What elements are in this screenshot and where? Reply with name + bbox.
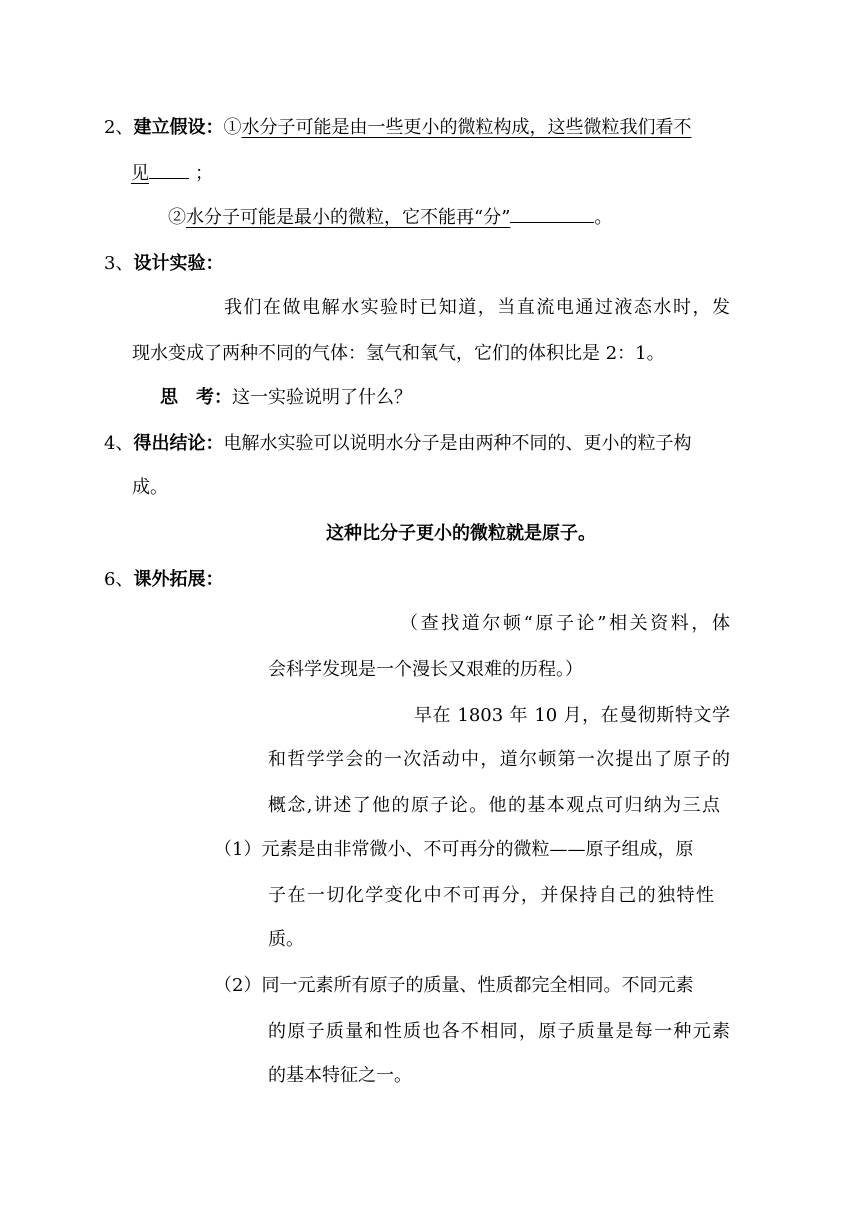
section-4-number: 4、	[104, 433, 134, 454]
point-1-number: （1）	[214, 839, 262, 860]
think-label: 思 考：	[160, 387, 232, 408]
conclusion-text: 电解水实验可以说明水分子是由两种不同的、更小的粒子构	[223, 433, 692, 454]
section-2-line-3	[168, 204, 612, 230]
point-2-text: 同一元素所有原子的质量、性质都完全相同。不同元素	[261, 975, 694, 996]
section-4-heading: 得出结论：	[133, 433, 224, 454]
point-1-line-3: 质。	[268, 929, 304, 950]
experiment-paragraph-line-1: 我们在做电解水实验时已知道，当直流电通过液态水时，发	[224, 297, 730, 318]
dalton-paragraph-line-1: 早在 1803 年 10 月，在曼彻斯特文学	[414, 705, 730, 726]
hypothesis-1-text: 水分子可能是由一些更小的微粒构成，这些微粒我们看不	[241, 117, 692, 138]
point-2-line-2: 的原子质量和性质也各不相同，原子质量是每一种元素	[268, 1021, 730, 1042]
point-1-line-2: 子在一切化学变化中不可再分，并保持自己的独特性	[268, 885, 714, 906]
section-3-number: 3、	[104, 253, 134, 274]
section-2-heading: 建立假设：	[133, 117, 224, 138]
hypothesis-1-text-cont: 见	[131, 163, 149, 184]
dalton-paragraph-line-3: 概念,讲述了他的原子论。他的基本观点可归纳为三点	[268, 795, 720, 816]
section-6-heading: 课外拓展：	[133, 569, 224, 590]
point-2-number: （2）	[214, 975, 262, 996]
hypothesis-2-text: 水分子可能是最小的微粒，它不能再“分”	[186, 207, 511, 228]
point-2-line-1	[214, 974, 693, 998]
extension-note-line-2: 会科学发现是一个漫长又艰难的历程。）	[268, 659, 583, 680]
section-4-line-1	[104, 432, 730, 456]
section-6-line-1	[104, 568, 223, 592]
section-2-number: 2、	[104, 117, 134, 138]
section-4-line-2: 成。	[132, 477, 168, 498]
section-6-number: 6、	[104, 569, 134, 590]
think-line	[160, 386, 412, 410]
think-question: 这一实验说明了什么？	[232, 387, 412, 408]
point-1-text: 元素是由非常微小、不可再分的微粒——原子组成，原	[261, 839, 694, 860]
hypothesis-1-mark: ①	[223, 117, 242, 138]
point-2-line-3: 的基本特征之一。	[268, 1065, 412, 1086]
section-3-heading: 设计实验：	[133, 253, 224, 274]
extension-note-line-1: （查找道尔顿“原子论”相关资料，体	[400, 613, 730, 634]
hypothesis-2-blank	[510, 204, 594, 223]
section-2-line-1	[104, 116, 691, 140]
experiment-paragraph-line-2: 现水变成了两种不同的气体：氢气和氧气，它们的体积比是 2：1。	[132, 343, 665, 364]
section-2-line-2	[131, 160, 213, 186]
hypothesis-2-end: 。	[594, 207, 613, 228]
point-1-line-1	[214, 838, 693, 862]
hypothesis-1-blank	[149, 160, 189, 179]
section-3-line-1	[104, 252, 223, 276]
dalton-paragraph-line-2: 和哲学学会的一次活动中，道尔顿第一次提出了原子的	[268, 749, 730, 770]
conclusion-statement: 这种比分子更小的微粒就是原子。	[326, 523, 596, 544]
hypothesis-2-mark: ②	[168, 207, 186, 228]
hypothesis-1-end: ；	[195, 163, 213, 184]
